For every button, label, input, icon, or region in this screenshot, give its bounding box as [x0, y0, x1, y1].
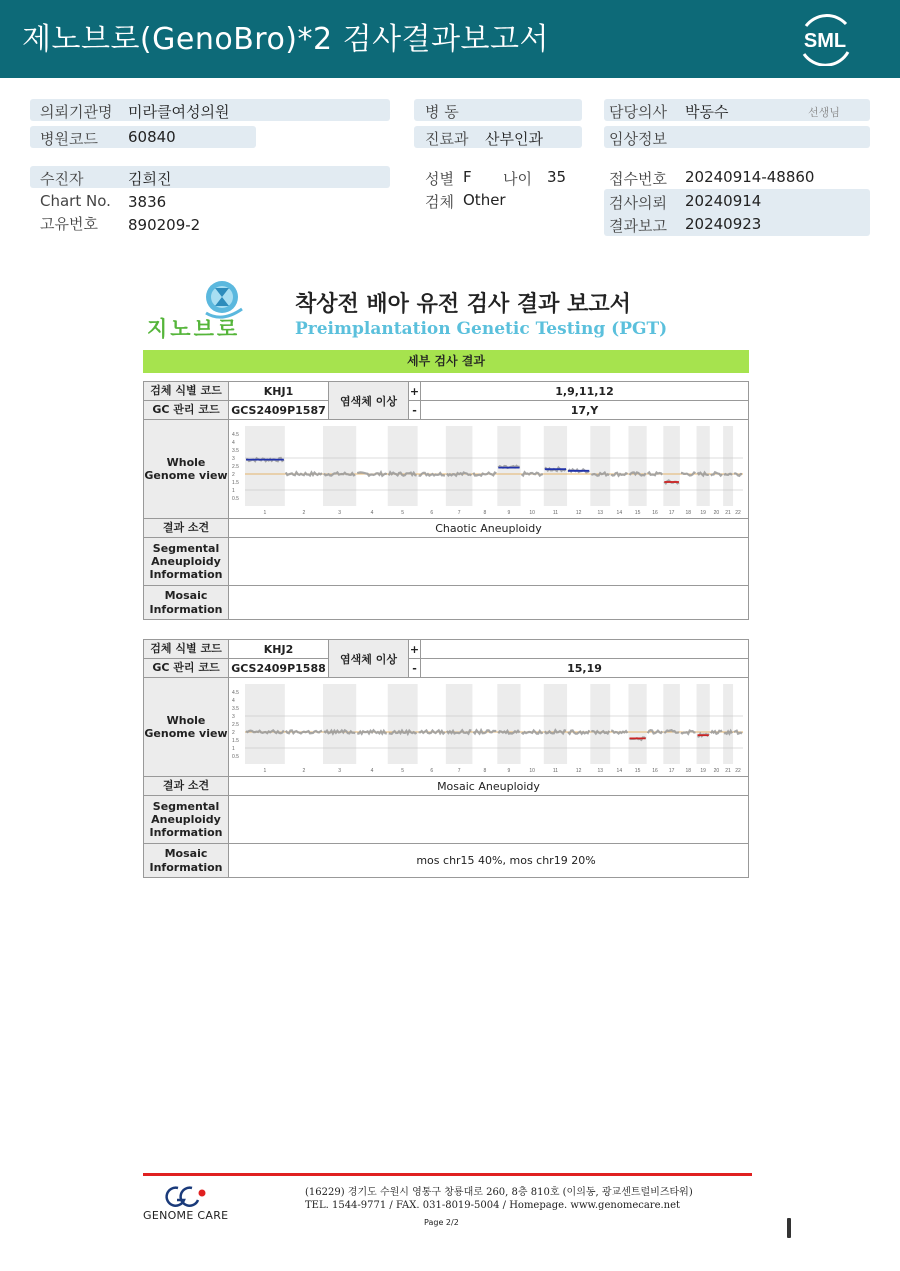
chromosome-band-11 [544, 684, 567, 764]
chromosome-band-15 [628, 684, 646, 764]
chromosome-label: 8 [483, 768, 487, 774]
y-tick-label: 1 [232, 488, 235, 494]
whole-genome-plot [229, 420, 749, 519]
chromosome-band-3 [323, 426, 356, 506]
specimen-value: Other [463, 191, 506, 209]
age-label: 나이 [503, 170, 532, 188]
chromosome-label: 21 [725, 768, 731, 774]
copy-number-trace-chr21 [724, 474, 732, 475]
chromosome-label: 3 [338, 768, 342, 774]
examinee-value: 김희진 [128, 170, 172, 188]
sml-logo-icon [796, 12, 854, 66]
chromosome-label: 5 [401, 510, 405, 516]
chromosome-label: 9 [507, 768, 511, 774]
copy-number-trace-chr10 [522, 731, 543, 734]
doctor-value: 박동수 [685, 103, 729, 121]
loss-sign: - [409, 401, 421, 420]
copy-number-trace-chr2 [286, 472, 322, 475]
department-value: 산부인과 [485, 130, 543, 148]
pgt-subtitle: Preimplantation Genetic Testing (PGT) [295, 319, 668, 339]
examinee-label: 수진자 [40, 170, 84, 188]
genome-care-logo-icon [164, 1184, 208, 1208]
genome-chart-2 [229, 678, 748, 776]
chart-no-label: Chart No. [40, 192, 111, 210]
doctor-suffix: 선생님 [808, 106, 840, 119]
y-tick-label: 1.5 [232, 738, 239, 744]
unique-no-label: 고유번호 [40, 215, 98, 233]
chromosome-band-5 [388, 426, 418, 506]
unique-no-value: 890209-2 [128, 216, 201, 234]
institution-value: 미라클여성의원 [128, 103, 230, 121]
chromosome-label: 2 [302, 510, 306, 516]
chromosome-label: 5 [401, 768, 405, 774]
mosaic-label: Mosaic Information [144, 844, 229, 878]
chromosome-label: 1 [263, 510, 267, 516]
side-mark [787, 1218, 791, 1238]
chromosome-band-17 [663, 684, 680, 764]
chromosome-label: 10 [529, 510, 535, 516]
segmental-label: Segmental Aneuploidy Information [144, 538, 229, 586]
copy-number-trace-chr10 [522, 472, 543, 475]
chromosome-label: 19 [700, 510, 706, 516]
chromosome-band-1 [245, 426, 285, 506]
examinee-pill [30, 166, 390, 188]
copy-number-trace-chr6 [419, 730, 445, 733]
y-tick-label: 2 [232, 472, 235, 478]
loss-value: 17,Y [421, 401, 749, 420]
chromosome-label: 7 [457, 768, 461, 774]
chromosome-label: 12 [575, 510, 582, 516]
chromosome-label: 22 [735, 510, 741, 516]
chromosome-label: 15 [634, 510, 641, 516]
y-tick-label: 2.5 [232, 464, 239, 470]
chromosome-label: 8 [483, 510, 487, 516]
gc-code-label: GC 관리 코드 [144, 401, 229, 420]
pgt-title: 착상전 배아 유전 검사 결과 보고서 [295, 292, 631, 317]
y-tick-label: 4.5 [232, 690, 239, 696]
chromosome-label: 6 [430, 768, 434, 774]
result-label: 결과 소견 [144, 519, 229, 538]
chromosome-band-3 [323, 684, 356, 764]
address-line-1: (16229) 경기도 수원시 영통구 창룡대로 260, 8층 810호 (이의동, 광교센트럴비즈타워) [305, 1187, 693, 1198]
chromosome-band-15 [628, 426, 646, 506]
result-value: Mosaic Aneuploidy [229, 777, 749, 796]
y-tick-label: 2 [232, 730, 235, 736]
chromosome-label: 20 [713, 768, 720, 774]
genome-chart-1 [229, 420, 748, 518]
chromosome-band-17 [663, 426, 680, 506]
chromosome-band-11 [544, 426, 567, 506]
copy-number-trace-chr14 [611, 730, 627, 733]
page-number: Page 2/2 [424, 1218, 459, 1227]
loss-value: 15,19 [421, 659, 749, 678]
sample-table-2 [143, 639, 749, 878]
sample-table-1 [143, 381, 749, 620]
copy-number-trace-chr18 [681, 731, 696, 734]
hospital-code-label: 병원코드 [40, 130, 98, 148]
chromosome-label: 14 [616, 510, 623, 516]
chromosome-band-7 [446, 684, 473, 764]
copy-number-trace-chr18 [681, 473, 696, 476]
segmental-label: Segmental Aneuploidy Information [144, 796, 229, 844]
chromosome-label: 13 [597, 510, 604, 516]
chromosome-label: 6 [430, 510, 434, 516]
sample-code-label: 검체 식별 코드 [144, 640, 229, 659]
copy-number-trace-chr4 [357, 730, 387, 733]
y-tick-label: 4 [232, 698, 235, 704]
genobro-logo-text: 지노브로 [147, 317, 241, 341]
chromosome-label: 22 [735, 768, 741, 774]
y-tick-label: 2.5 [232, 722, 239, 728]
chart-no-value: 3836 [128, 193, 167, 211]
section-title: 세부 검사 결과 [143, 350, 749, 373]
gain-sign: + [409, 640, 421, 659]
segmental-value [229, 796, 749, 844]
y-tick-label: 3 [232, 714, 235, 720]
segmental-value [229, 538, 749, 586]
y-tick-label: 1.5 [232, 480, 239, 486]
chromosome-label: 16 [652, 510, 658, 516]
loss-sign: - [409, 659, 421, 678]
chromosome-band-13 [590, 426, 610, 506]
chromosome-label: 18 [685, 768, 692, 774]
chromosome-band-7 [446, 426, 473, 506]
y-tick-label: 4.5 [232, 432, 239, 438]
report-date-value: 20240923 [685, 215, 762, 233]
sex-value: F [463, 168, 472, 186]
sex-label: 성별 [425, 170, 454, 188]
report-date-label: 결과보고 [609, 217, 667, 235]
sml-logo-text: SML [803, 30, 847, 52]
chromosome-label: 17 [668, 510, 675, 516]
y-tick-label: 3.5 [232, 448, 239, 454]
sample-code-value: KHJ1 [229, 382, 329, 401]
copy-number-trace-chr20 [711, 472, 722, 475]
chromosome-label: 12 [575, 768, 582, 774]
y-tick-label: 3.5 [232, 706, 239, 712]
chromosome-band-1 [245, 684, 285, 764]
chromosome-band-19 [697, 684, 710, 764]
chromosome-label: 2 [302, 768, 306, 774]
chrom-abnormal-label: 염색체 이상 [329, 382, 409, 420]
chromosome-band-13 [590, 684, 610, 764]
y-tick-label: 3 [232, 456, 235, 462]
report-header [0, 0, 900, 78]
chromosome-band-5 [388, 684, 418, 764]
chromosome-label: 19 [700, 768, 706, 774]
chromosome-label: 14 [616, 768, 623, 774]
chromosome-label: 16 [652, 768, 658, 774]
copy-number-trace-chr16 [648, 472, 663, 475]
whole-genome-label: Whole Genome view [144, 678, 229, 777]
gc-code-value: GCS2409P1587 [229, 401, 329, 420]
gain-value [421, 640, 749, 659]
gain-value: 1,9,11,12 [421, 382, 749, 401]
chromosome-label: 10 [529, 768, 535, 774]
gain-sign: + [409, 382, 421, 401]
address-line-2: TEL. 1544-9771 / FAX. 031-8019-5004 / Homepage. www.genomecare.net [305, 1200, 681, 1211]
age-value: 35 [547, 168, 567, 186]
chromosome-band-21 [723, 426, 733, 506]
chrom-abnormal-label: 염색체 이상 [329, 640, 409, 678]
chromosome-label: 3 [338, 510, 342, 516]
sample-code-label: 검체 식별 코드 [144, 382, 229, 401]
copy-number-trace-chr16 [648, 730, 663, 733]
receipt-no-label: 접수번호 [609, 170, 667, 188]
copy-number-trace-chr6 [419, 473, 445, 476]
gc-code-value: GCS2409P1588 [229, 659, 329, 678]
footer-divider [143, 1173, 752, 1176]
chromosome-band-21 [723, 684, 733, 764]
receipt-no-value: 20240914-48860 [685, 168, 815, 186]
copy-number-trace-chr12 [568, 730, 589, 733]
hospital-code-value: 60840 [128, 128, 176, 146]
chromosome-label: 20 [713, 510, 720, 516]
department-label: 진료과 [425, 130, 469, 148]
whole-genome-label: Whole Genome view [144, 420, 229, 519]
copy-number-trace-chr14 [611, 473, 627, 476]
y-tick-label: 0.5 [232, 496, 239, 502]
chromosome-label: 11 [552, 510, 559, 516]
mosaic-value [229, 586, 749, 620]
chromosome-label: 18 [685, 510, 692, 516]
chromosome-label: 4 [370, 768, 374, 774]
result-value: Chaotic Aneuploidy [229, 519, 749, 538]
gc-code-label: GC 관리 코드 [144, 659, 229, 678]
doctor-label: 담당의사 [609, 103, 667, 121]
request-date-value: 20240914 [685, 192, 762, 210]
chromosome-label: 9 [507, 510, 511, 516]
y-tick-label: 0.5 [232, 754, 239, 760]
mosaic-label: Mosaic Information [144, 586, 229, 620]
institution-label: 의뢰기관명 [40, 103, 113, 121]
y-tick-label: 1 [232, 746, 235, 752]
genome-care-name: GENOME CARE [143, 1209, 229, 1222]
specimen-label: 검체 [425, 193, 454, 211]
chromosome-label: 21 [725, 510, 731, 516]
y-tick-label: 4 [232, 440, 235, 446]
copy-number-trace-chr8 [473, 730, 496, 733]
whole-genome-plot [229, 678, 749, 777]
request-date-label: 검사의뢰 [609, 194, 667, 212]
chromosome-band-19 [697, 426, 710, 506]
mosaic-value: mos chr15 40%, mos chr19 20% [229, 844, 749, 878]
chromosome-label: 11 [552, 768, 559, 774]
chromosome-label: 7 [457, 510, 461, 516]
chromosome-band-9 [497, 684, 520, 764]
report-title: 제노브로(GenoBro)*2 검사결과보고서 [22, 22, 549, 57]
clinical-label: 임상정보 [609, 130, 667, 148]
chromosome-label: 1 [263, 768, 267, 774]
ward-label: 병 동 [425, 103, 459, 121]
result-label: 결과 소견 [144, 777, 229, 796]
sample-code-value: KHJ2 [229, 640, 329, 659]
chromosome-label: 13 [597, 768, 604, 774]
footer-address [305, 1186, 693, 1212]
chromosome-label: 4 [370, 510, 374, 516]
chromosome-label: 15 [634, 768, 641, 774]
chromosome-label: 17 [668, 768, 675, 774]
copy-number-trace-chr22 [734, 731, 742, 734]
copy-number-trace-chr20 [711, 730, 722, 733]
